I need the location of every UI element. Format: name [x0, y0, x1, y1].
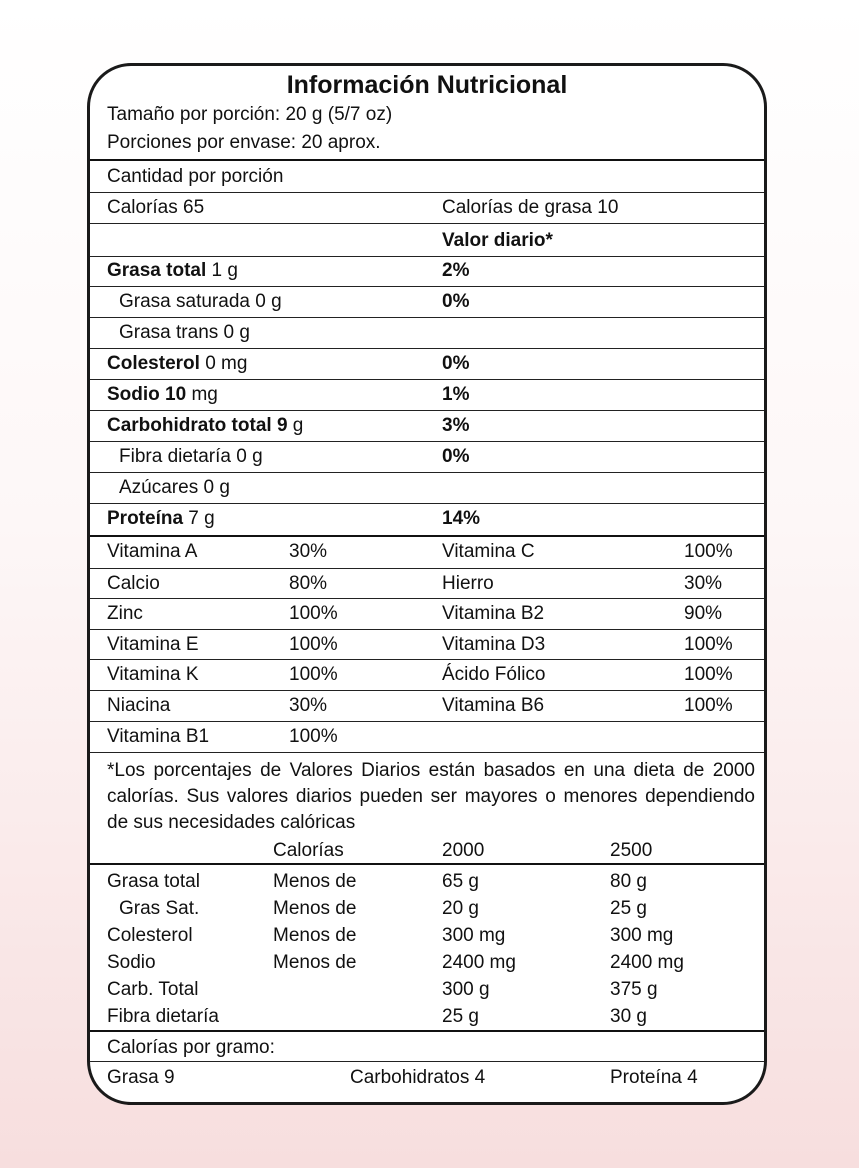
nutrition-facts-label — [87, 63, 767, 1105]
daily-value-header: Valor diario* — [442, 230, 553, 251]
daily-value-footnote: *Los porcentajes de Valores Diarios están basados en una dieta de 2000 calorías. Sus valores diarios pueden ser mayores o menores dependiendo de sus necesidades calóricas — [107, 760, 755, 833]
dv-proteina: 14% — [442, 508, 481, 529]
reference-value: 375 g — [610, 979, 658, 1000]
vitamin-name: Vitamina A — [107, 541, 198, 562]
calories-per-gram-carbs: Carbohidratos 4 — [350, 1067, 486, 1088]
vitamin-name: Ácido Fólico — [442, 664, 546, 685]
vitamin-value: 30% — [289, 695, 328, 716]
dv-sodio: 1% — [442, 384, 470, 405]
vitamin-value: 100% — [684, 634, 733, 655]
reference-nutrient: Carb. Total — [107, 979, 199, 1000]
divider — [90, 192, 764, 193]
vitamin-value: 100% — [289, 726, 338, 747]
reference-value: 25 g — [610, 898, 647, 919]
reference-header: Calorías — [273, 840, 344, 861]
nutrient-grasa-saturada: Grasa saturada 0 g — [119, 291, 282, 312]
reference-qualifier: Menos de — [273, 898, 357, 919]
reference-qualifier: Menos de — [273, 925, 357, 946]
reference-nutrient: Colesterol — [107, 925, 193, 946]
vitamin-name: Niacina — [107, 695, 171, 716]
reference-header: 2000 — [442, 840, 485, 861]
divider — [90, 379, 764, 380]
reference-value: 2400 mg — [442, 952, 516, 973]
divider — [90, 1061, 764, 1062]
reference-value: 20 g — [442, 898, 479, 919]
calories-from-fat: Calorías de grasa 10 — [442, 197, 619, 218]
nutrient-carbohidrato: Carbohidrato total 9 g — [107, 415, 304, 436]
vitamin-value: 90% — [684, 603, 723, 624]
divider — [90, 535, 764, 537]
vitamin-value: 100% — [684, 541, 733, 562]
reference-value: 2400 mg — [610, 952, 684, 973]
divider — [90, 721, 764, 722]
vitamin-name: Calcio — [107, 573, 160, 594]
divider — [90, 863, 764, 865]
vitamin-value: 30% — [684, 573, 723, 594]
calories: Calorías 65 — [107, 197, 205, 218]
nutrient-azucares: Azúcares 0 g — [119, 477, 230, 498]
divider — [90, 1030, 764, 1032]
reference-nutrient: Fibra dietaría — [107, 1006, 219, 1027]
reference-value: 80 g — [610, 871, 647, 892]
calories-per-gram-protein: Proteína 4 — [610, 1067, 698, 1088]
divider — [90, 159, 764, 161]
servings-per-container: Porciones por envase: 20 aprox. — [107, 132, 381, 153]
nutrient-grasa-total: Grasa total 1 g — [107, 260, 238, 281]
nutrient-grasa-trans: Grasa trans 0 g — [119, 322, 250, 343]
vitamin-value: 100% — [289, 664, 338, 685]
divider — [90, 629, 764, 630]
nutrient-proteina: Proteína 7 g — [107, 508, 215, 529]
vitamin-value: 30% — [289, 541, 328, 562]
nutrient-colesterol: Colesterol 0 mg — [107, 353, 248, 374]
divider — [90, 503, 764, 504]
reference-value: 65 g — [442, 871, 479, 892]
vitamin-value: 100% — [684, 695, 733, 716]
divider — [90, 598, 764, 599]
vitamin-name: Zinc — [107, 603, 143, 624]
reference-qualifier: Menos de — [273, 952, 357, 973]
vitamin-name: Vitamina D3 — [442, 634, 546, 655]
vitamin-name: Vitamina K — [107, 664, 199, 685]
dv-carbohidrato: 3% — [442, 415, 470, 436]
vitamin-name: Vitamina B2 — [442, 603, 545, 624]
reference-value: 300 mg — [442, 925, 506, 946]
divider — [90, 223, 764, 224]
divider — [90, 348, 764, 349]
vitamin-value: 100% — [289, 603, 338, 624]
serving-size: Tamaño por porción: 20 g (5/7 oz) — [107, 104, 393, 125]
reference-nutrient: Sodio — [107, 952, 156, 973]
vitamin-name: Hierro — [442, 573, 494, 594]
divider — [90, 472, 764, 473]
dv-colesterol: 0% — [442, 353, 470, 374]
reference-value: 30 g — [610, 1006, 647, 1027]
dv-grasa-saturada: 0% — [442, 291, 470, 312]
vitamin-name: Vitamina B6 — [442, 695, 545, 716]
reference-header: 2500 — [610, 840, 653, 861]
vitamin-value: 100% — [289, 634, 338, 655]
divider — [90, 286, 764, 287]
divider — [90, 752, 764, 753]
dv-fibra: 0% — [442, 446, 470, 467]
reference-qualifier: Menos de — [273, 871, 357, 892]
reference-nutrient: Gras Sat. — [119, 898, 200, 919]
reference-value: 300 g — [442, 979, 490, 1000]
divider — [90, 659, 764, 660]
divider — [90, 410, 764, 411]
vitamin-value: 80% — [289, 573, 328, 594]
dv-grasa-total: 2% — [442, 260, 470, 281]
divider — [90, 317, 764, 318]
calories-per-gram-fat: Grasa 9 — [107, 1067, 175, 1088]
reference-nutrient: Grasa total — [107, 871, 200, 892]
nutrient-sodio: Sodio 10 mg — [107, 384, 218, 405]
vitamin-name: Vitamina B1 — [107, 726, 210, 747]
reference-value: 300 mg — [610, 925, 674, 946]
nutrient-fibra: Fibra dietaría 0 g — [119, 446, 263, 467]
divider — [90, 568, 764, 569]
vitamin-name: Vitamina E — [107, 634, 199, 655]
divider — [90, 690, 764, 691]
divider — [90, 441, 764, 442]
amount-per-serving: Cantidad por porción — [107, 166, 284, 187]
reference-value: 25 g — [442, 1006, 479, 1027]
divider — [90, 256, 764, 257]
calories-per-gram-label: Calorías por gramo: — [107, 1037, 275, 1058]
label-title: Información Nutricional — [286, 71, 568, 99]
vitamin-value: 100% — [684, 664, 733, 685]
vitamin-name: Vitamina C — [442, 541, 535, 562]
